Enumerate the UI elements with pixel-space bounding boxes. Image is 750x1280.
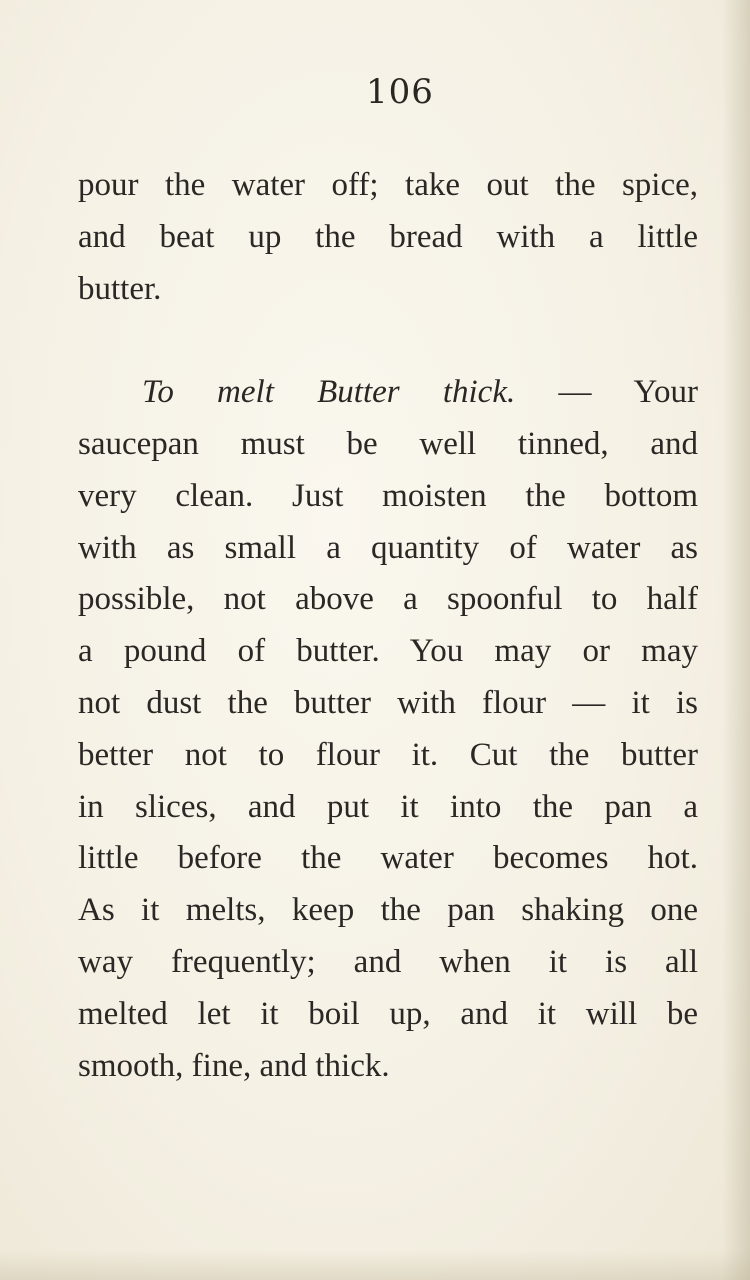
recipe-heading-line [78, 367, 698, 419]
text-line: way frequently; and when it is all [78, 943, 698, 980]
text-line: As it melts, keep the pan shaking one [78, 892, 698, 929]
recipe-heading-rest: — Your [515, 374, 698, 411]
text-line: and beat up the bread with a little [78, 218, 698, 255]
text-line: possible, not above a spoonful to half [78, 581, 698, 618]
text-line: pour the water off; take out the spice, [78, 167, 698, 203]
text-line: with as small a quantity of water as [78, 529, 698, 566]
text-line: a pound of butter. You may or may [78, 633, 698, 670]
page-text [78, 160, 698, 1092]
page-number: 106 [366, 72, 434, 112]
text-line: in slices, and put it into the pan a [78, 788, 698, 825]
page-edge-shadow [722, 0, 750, 1280]
recipe-heading: To melt Butter thick. [142, 374, 516, 411]
text-line: melted let it boil up, and it will be [78, 995, 698, 1032]
page-bottom-shadow [0, 1250, 750, 1280]
text-line: not dust the butter with flour — it is [78, 684, 698, 721]
text-line: saucepan must be well tinned, and [78, 425, 698, 462]
text-line: better not to flour it. Cut the butter [78, 736, 698, 773]
paragraph-gap [78, 315, 698, 367]
text-line: little before the water becomes hot. [78, 840, 698, 877]
text-line: very clean. Just moisten the bottom [78, 477, 698, 514]
text-line: butter. [78, 270, 162, 307]
text-line: smooth, fine, and thick. [78, 1047, 390, 1084]
